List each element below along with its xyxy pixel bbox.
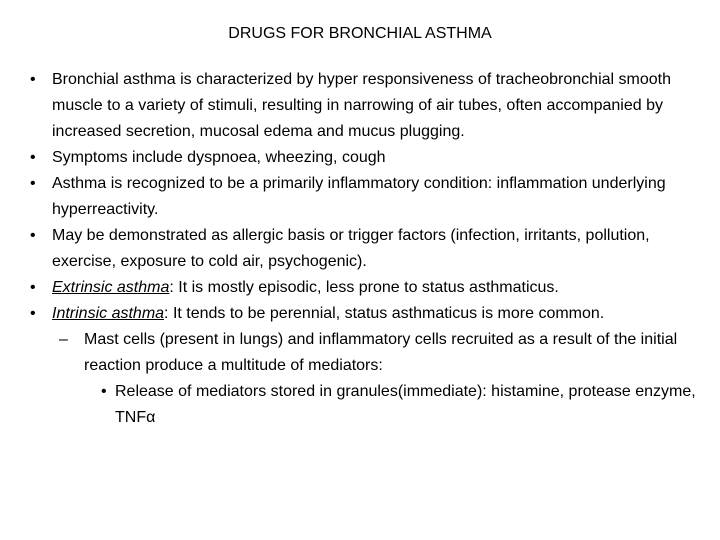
list-item-text: May be demonstrated as allergic basis or trigger factors (infection, irritants, pollution, exercise, exposure to cold air, psychogenic). — [52, 227, 650, 270]
list-item — [24, 171, 704, 223]
list-item-text: Symptoms include dyspnoea, wheezing, cough — [52, 149, 386, 166]
extrinsic-text: : It is mostly episodic, less prone to status asthmaticus. — [169, 279, 559, 296]
list-item-text: Bronchial asthma is characterized by hyper responsiveness of tracheobronchial smooth muscle to a variety of stimuli, resulting in narrowing of air tubes, often accompanied by increased secretion, mucosal edema and mucus plugging. — [52, 71, 671, 140]
intrinsic-text: : It tends to be perennial, status asthmaticus is more common. — [164, 305, 605, 322]
bullet-icon: • — [30, 71, 36, 88]
bullet-icon: • — [30, 279, 36, 296]
intrinsic-term: Intrinsic asthma — [52, 305, 165, 322]
sub-sub-list-item — [24, 379, 704, 431]
list-item-text: Asthma is recognized to be a primarily inflammatory condition: inflammation underlying hyperreactivity. — [52, 175, 666, 218]
list-item — [24, 145, 704, 171]
bullet-list — [24, 67, 704, 431]
bullet-icon: • — [30, 305, 36, 322]
list-item-intrinsic — [24, 301, 704, 327]
extrinsic-term: Extrinsic asthma — [52, 279, 170, 296]
bullet-icon: • — [101, 383, 107, 400]
sub-list-item-text: Mast cells (present in lungs) and inflammatory cells recruited as a result of the initial reaction produce a multitude of mediators: — [84, 331, 678, 374]
slide-title: DRUGS FOR BRONCHIAL ASTHMA — [228, 25, 492, 42]
sub-list-item — [24, 327, 704, 379]
bullet-icon: • — [30, 149, 36, 166]
sub-sub-list-item-text: Release of mediators stored in granules(immediate): histamine, protease enzyme, TNFα — [115, 383, 696, 426]
list-item — [24, 223, 704, 275]
list-item — [24, 67, 704, 145]
dash-bullet-icon: – — [59, 331, 68, 348]
bullet-icon: • — [30, 175, 36, 192]
list-item-extrinsic — [24, 275, 704, 301]
bullet-icon: • — [30, 227, 36, 244]
